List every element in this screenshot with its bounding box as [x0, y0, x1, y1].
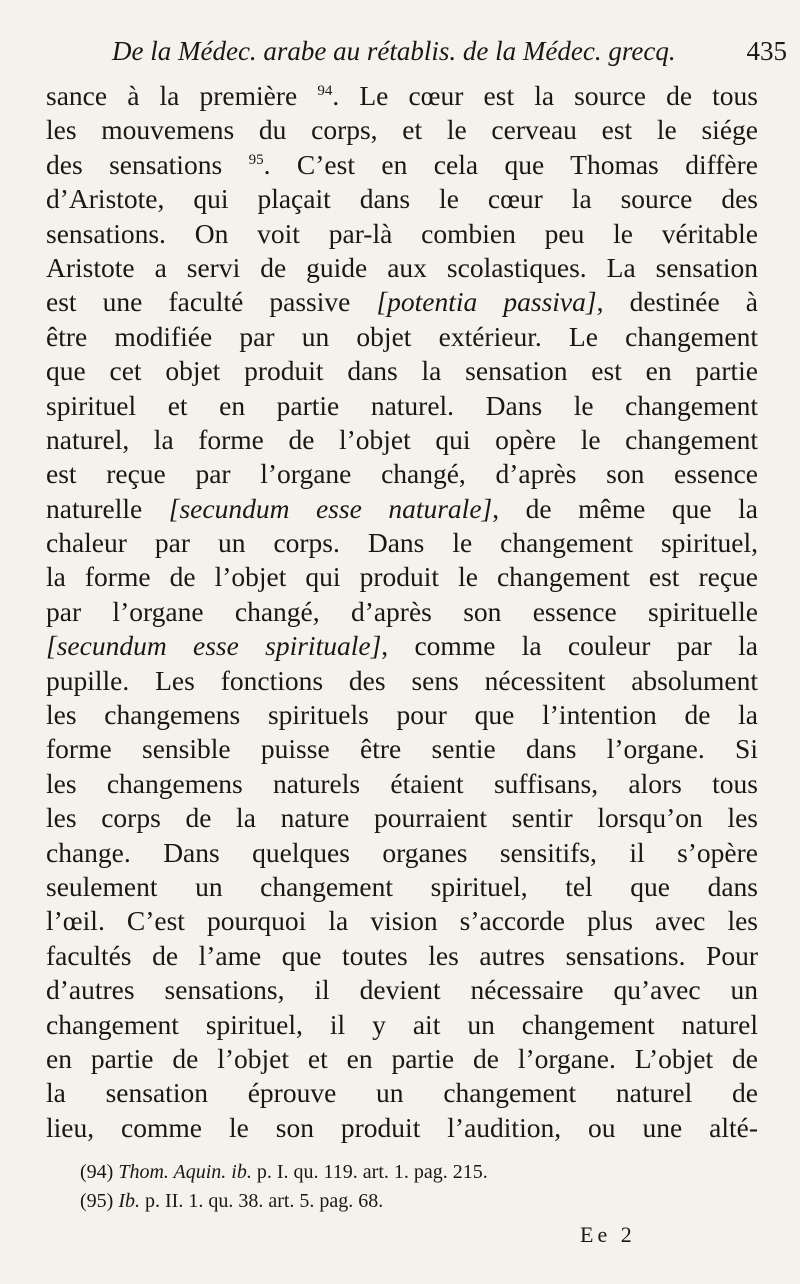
text-run: spirituel et en partie naturel. Dans le changement — [46, 389, 758, 421]
text-line — [46, 285, 758, 319]
text-line — [46, 1008, 758, 1042]
text-line — [46, 148, 758, 182]
text-run: lieu, comme le son produit l’audition, ou une alté- — [46, 1111, 758, 1143]
text-run: des sensations — [46, 148, 249, 180]
text-run: les changemens naturels étaient suffisans, alors tous — [46, 767, 758, 799]
text-run: seulement un changement spirituel, tel que dans — [46, 870, 758, 902]
text-line — [46, 801, 758, 835]
footnote — [80, 1158, 680, 1187]
text-line — [46, 595, 758, 629]
text-run: forme sensible puisse être sentie dans l’organe. Si — [46, 733, 758, 765]
footnote-number: (94) — [80, 1161, 114, 1183]
page-number: 435 — [746, 36, 787, 66]
text-line — [46, 560, 758, 594]
text-run: changement spirituel, il y ait un changement naturel — [46, 1008, 758, 1040]
text-line — [46, 526, 758, 560]
text-run: en partie de l’objet et en partie de l’organe. L’objet de — [46, 1042, 758, 1074]
text-line — [46, 251, 758, 285]
text-line — [46, 182, 758, 216]
running-head — [112, 36, 787, 74]
text-run: d’autres sensations, il devient nécessaire qu’avec un — [46, 974, 758, 1006]
text-run: , destinée à — [596, 286, 758, 318]
text-line — [46, 79, 758, 113]
text-line — [46, 389, 758, 423]
text-run: pupille. Les fonctions des sens nécessitent absolument — [46, 664, 758, 696]
text-line — [46, 354, 758, 388]
text-line — [46, 217, 758, 251]
text-line — [46, 1111, 758, 1145]
text-line — [46, 698, 758, 732]
footnote-source: Thom. Aquin. ib. — [118, 1161, 252, 1183]
text-line — [46, 457, 758, 491]
text-run: Aristote a servi de guide aux scolastiques. La sensation — [46, 251, 758, 283]
text-run: les corps de la nature pourraient sentir lorsqu’on les — [46, 802, 758, 834]
running-title: De la Médec. arabe au rétablis. de la Médec. grecq. — [112, 36, 676, 66]
text-run: la sensation éprouve un changement naturel de — [46, 1077, 758, 1109]
text-run: sensations. On voit par-là combien peu le véritable — [46, 217, 758, 249]
latin-term: [secundum esse spirituale] — [46, 630, 382, 662]
text-line — [46, 836, 758, 870]
body-text — [46, 79, 758, 1145]
footnote-ref: 94 — [317, 83, 333, 99]
text-run: est une faculté passive — [46, 286, 377, 318]
text-line — [46, 732, 758, 766]
text-run: d’Aristote, qui plaçait dans le cœur la source des — [46, 183, 758, 215]
text-run: , de même que la — [492, 492, 758, 524]
text-line — [46, 870, 758, 904]
text-run: par l’organe changé, d’après son essence spirituelle — [46, 595, 758, 627]
text-run: change. Dans quelques organes sensitifs, il s’opère — [46, 836, 758, 868]
text-run: les mouvemens du corps, et le cerveau est le siége — [46, 114, 758, 146]
text-run: naturelle — [46, 492, 169, 524]
latin-term: [secundum esse naturale] — [168, 492, 493, 524]
text-line — [46, 320, 758, 354]
text-run: sance à la première — [46, 80, 318, 111]
text-run: est reçue par l’organe changé, d’après son essence — [46, 458, 758, 490]
text-line — [46, 939, 758, 973]
text-line — [46, 629, 758, 663]
footnote-number: (95) — [80, 1190, 114, 1212]
text-run: . C’est en cela que Thomas diffère — [263, 148, 758, 180]
text-line — [46, 904, 758, 938]
text-run: être modifiée par un objet extérieur. Le changement — [46, 320, 758, 352]
text-run: chaleur par un corps. Dans le changement spirituel, — [46, 527, 758, 559]
text-line — [46, 767, 758, 801]
text-run: la forme de l’objet qui produit le changement est reçue — [46, 561, 758, 593]
text-line — [46, 1076, 758, 1110]
text-line — [46, 1042, 758, 1076]
signature-mark: Ee 2 — [580, 1222, 636, 1247]
text-run: naturel, la forme de l’objet qui opère le changement — [46, 423, 758, 455]
text-run: que cet objet produit dans la sensation est en partie — [46, 355, 758, 387]
text-run: les changemens spirituels pour que l’intention de la — [46, 699, 758, 731]
text-line — [46, 664, 758, 698]
footnote-citation: p. I. qu. 119. art. 1. pag. 215. — [251, 1161, 488, 1183]
latin-term: [potentia passiva] — [376, 286, 597, 318]
text-line — [46, 492, 758, 526]
text-run: . Le cœur est la source de tous — [332, 80, 758, 111]
footnote-source: Ib. — [118, 1190, 140, 1212]
footnotes — [80, 1158, 680, 1216]
footnote-ref: 95 — [248, 151, 264, 168]
text-run: l’œil. C’est pourquoi la vision s’accorde plus avec les — [46, 905, 758, 937]
footnote — [80, 1187, 680, 1216]
text-run: facultés de l’ame que toutes les autres sensations. Pour — [46, 939, 758, 971]
text-line — [46, 973, 758, 1007]
text-line — [46, 423, 758, 457]
footnote-citation: p. II. 1. qu. 38. art. 5. pag. 68. — [140, 1190, 384, 1212]
text-run: , comme la couleur par la — [381, 630, 758, 662]
text-line — [46, 113, 758, 147]
